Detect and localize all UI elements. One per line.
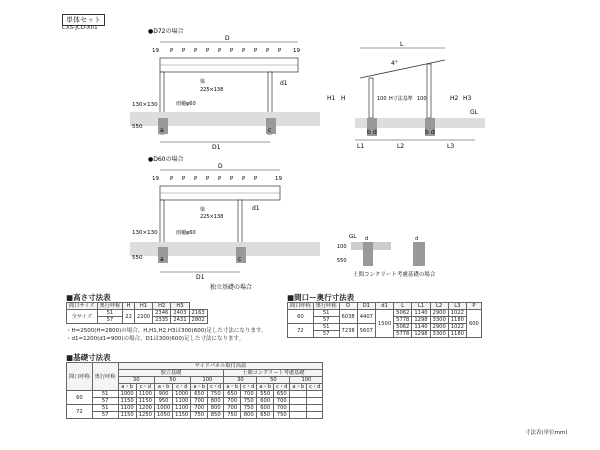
svg-text:P: P xyxy=(194,176,198,182)
svg-text:D1: D1 xyxy=(196,274,205,281)
svg-text:P: P xyxy=(230,176,234,182)
svg-text:P: P xyxy=(242,176,246,182)
svg-text:130×130: 130×130 xyxy=(132,230,158,236)
beam-size: 225×138 xyxy=(200,87,224,93)
svg-text:P: P xyxy=(218,176,222,182)
note-2: ・d1=1200(d1=900)の場合、D1は300(600)足した寸法になります。 xyxy=(66,336,245,342)
unit-note: 寸法表(単位mm) xyxy=(525,430,568,436)
foundation-table: 間口呼称 奥行呼称 サイドパネル取付高温 独立基礎 土間コンクリート考慮基礎 30 50 100 30 50 100 a・b c・d a・b c・d a・b c・d a・b c・d a・b c・d a・b c・d 60 51 1000 1100 900 1000 650 750 650 700 550 650 57 1150 1150 950 1100 700 800 700 750 600 700 72 51 1100 1200 1000 1100 700 800 700 750 600 700 57 1150 1250 1050 1150 750 850 750 800 650 750 xyxy=(66,362,323,419)
svg-text:梁: 梁 xyxy=(200,207,206,213)
front-view-d60 xyxy=(130,155,320,290)
depth-table: 間口呼称 奥行呼称 D D1 d1 L L1 L2 L3 P 60 51 6038 4407 1500 5062 1140 2900 1022 600 57 5778 1298 3300 1180 72 51 7238 5607 5062 1140 2900 1022 57 5778 1298 3300 1180 xyxy=(287,302,482,338)
svg-text:P: P xyxy=(170,176,174,182)
svg-text:100: 100 xyxy=(417,96,427,102)
pillar-label: 雨樋φ60 xyxy=(176,101,196,107)
set-label: 単体セット xyxy=(62,14,105,26)
side-view xyxy=(325,40,490,155)
foundation-table-title: ■基礎寸法表 xyxy=(66,353,111,362)
svg-text:P: P xyxy=(194,48,198,54)
svg-text:P: P xyxy=(170,48,174,54)
svg-text:b: b xyxy=(367,129,371,136)
front-view-d72 xyxy=(130,28,320,158)
svg-text:b: b xyxy=(425,129,429,136)
svg-text:H2: H2 xyxy=(450,95,459,102)
edge-left: 19 xyxy=(152,48,159,54)
d1-label: D1 xyxy=(212,144,221,151)
svg-text:550: 550 xyxy=(337,258,347,264)
svg-text:L3: L3 xyxy=(447,143,455,150)
d60-caption: ●D60の場合 xyxy=(148,156,184,163)
svg-text:c: c xyxy=(238,256,242,263)
svg-text:P: P xyxy=(206,176,210,182)
d72-caption: ●D72の場合 xyxy=(148,28,184,35)
svg-text:H寸法基準: H寸法基準 xyxy=(389,96,413,102)
svg-text:L: L xyxy=(400,41,404,48)
svg-text:P: P xyxy=(242,48,246,54)
svg-text:550: 550 xyxy=(132,255,143,261)
note-1: ・H=2500(H=2800)の場合、H,H1,H2,H3は300(600)足した寸法になります。 xyxy=(66,328,267,334)
svg-text:P: P xyxy=(182,176,186,182)
svg-text:H: H xyxy=(341,95,346,102)
svg-text:P: P xyxy=(278,48,282,54)
svg-text:100: 100 xyxy=(337,244,347,250)
height-table: 間口サイズ 奥行呼称 H H1 H2 H3 全サイズ 51 22 2200 2346 2403 2163 57 2335 2431 2802 xyxy=(66,302,208,324)
beam-label: 梁 xyxy=(200,79,206,85)
p-labels xyxy=(170,48,282,54)
svg-text:a: a xyxy=(160,256,164,263)
svg-text:P: P xyxy=(254,176,258,182)
svg-text:225×138: 225×138 xyxy=(200,214,224,220)
edge-right: 19 xyxy=(293,48,300,54)
svg-text:19: 19 xyxy=(152,176,159,182)
slab-detail xyxy=(335,232,475,280)
d-label: D xyxy=(225,35,230,42)
svg-text:P: P xyxy=(218,48,222,54)
svg-text:d: d xyxy=(415,236,419,242)
d1-small: d1 xyxy=(280,80,288,87)
svg-text:P: P xyxy=(230,48,234,54)
foot-caption: 独立基礎の場合 xyxy=(210,284,253,290)
svg-text:H1: H1 xyxy=(327,95,336,102)
svg-text:d: d xyxy=(431,129,435,136)
svg-text:c: c xyxy=(268,127,272,134)
svg-text:GL: GL xyxy=(349,234,357,240)
svg-text:d: d xyxy=(373,129,377,136)
depth-table-title: ■間口ー奥行寸法表 xyxy=(287,293,355,302)
svg-text:4°: 4° xyxy=(391,60,398,67)
svg-text:19: 19 xyxy=(275,176,282,182)
product-code: CXS-JCD-X01 xyxy=(62,25,98,31)
svg-text:d1: d1 xyxy=(252,205,260,212)
svg-text:P: P xyxy=(206,48,210,54)
svg-text:雨樋φ60: 雨樋φ60 xyxy=(176,230,196,236)
p-labels-2 xyxy=(170,176,258,182)
svg-text:a: a xyxy=(160,127,164,134)
svg-text:d: d xyxy=(365,236,369,242)
svg-text:P: P xyxy=(182,48,186,54)
svg-text:100: 100 xyxy=(377,96,387,102)
svg-text:P: P xyxy=(266,48,270,54)
svg-text:D: D xyxy=(218,163,223,170)
depth-label: 550 xyxy=(132,124,143,130)
svg-text:L1: L1 xyxy=(357,143,365,150)
svg-text:GL: GL xyxy=(470,109,478,116)
svg-text:L2: L2 xyxy=(397,143,405,150)
height-table-title: ■高さ寸法表 xyxy=(66,293,111,302)
svg-text:土間コンクリート考慮基礎の場合: 土間コンクリート考慮基礎の場合 xyxy=(353,272,436,278)
post-size: 130×130 xyxy=(132,102,158,108)
svg-text:P: P xyxy=(254,48,258,54)
svg-text:H3: H3 xyxy=(463,95,472,102)
